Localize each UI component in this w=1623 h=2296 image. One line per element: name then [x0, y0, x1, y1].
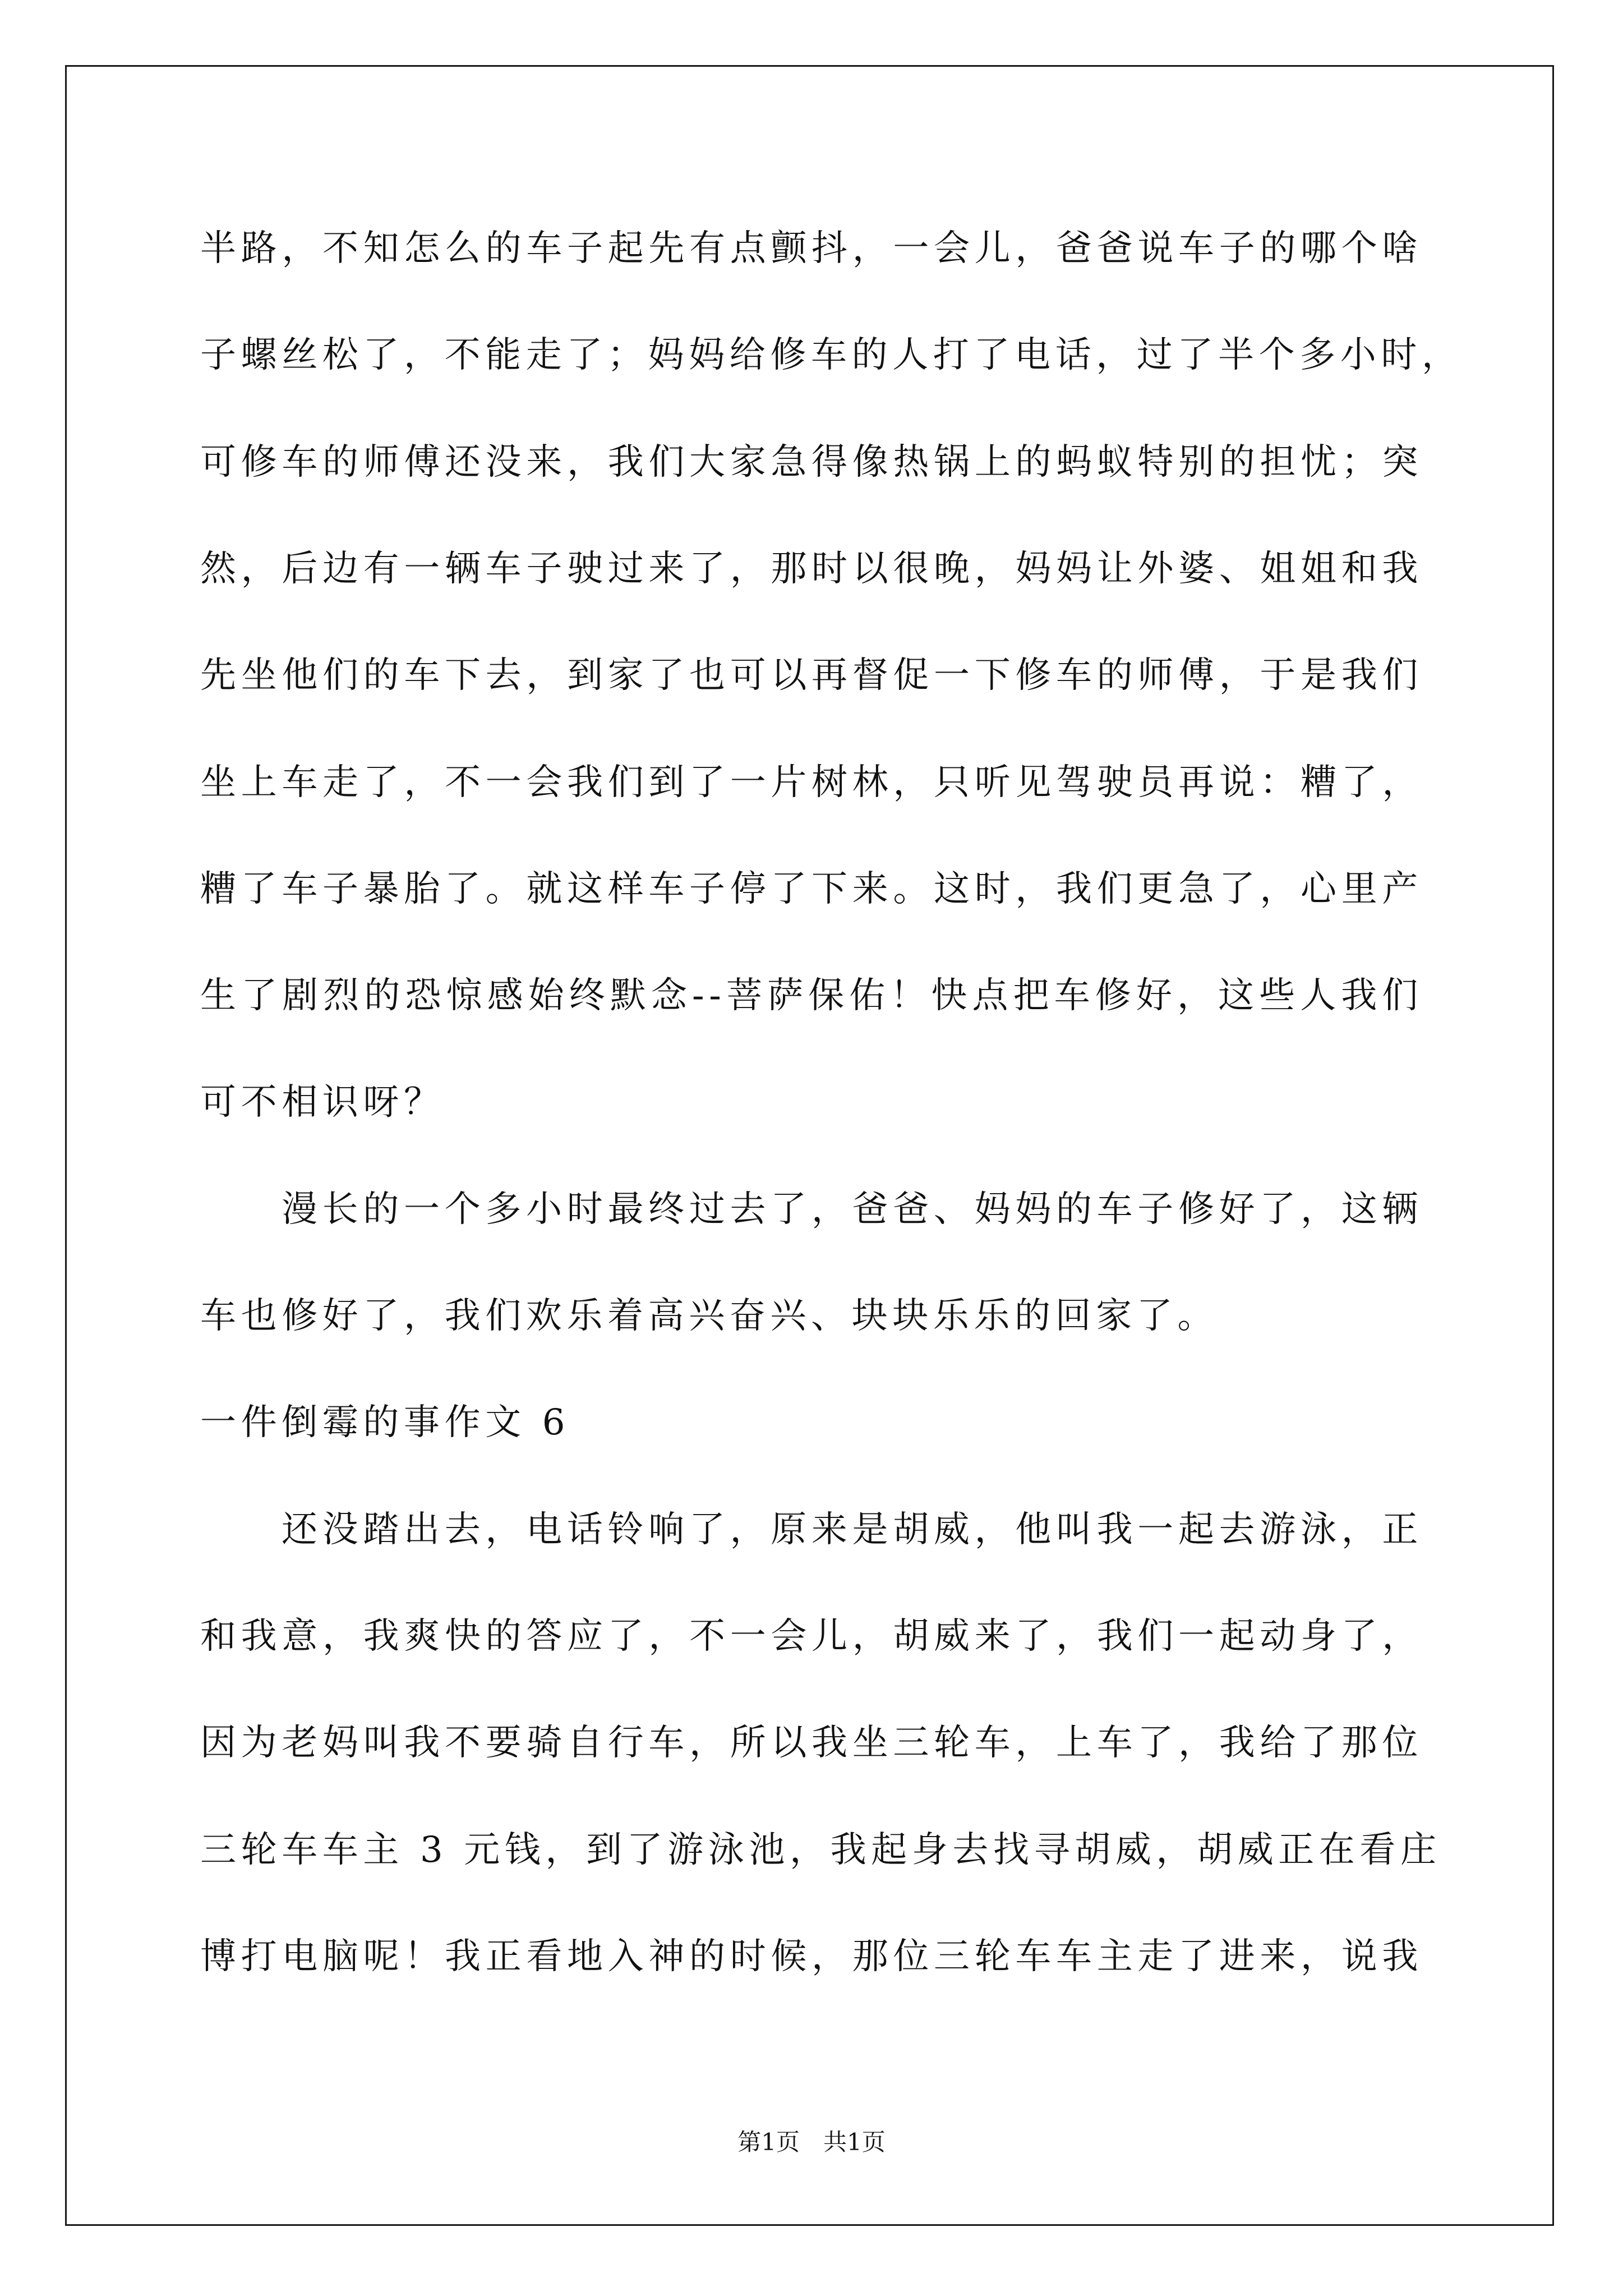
text-line: 车也修好了，我们欢乐着高兴奋兴、块块乐乐的回家了。: [200, 1295, 1218, 1337]
text-line: 和我意，我爽快的答应了，不一会儿，胡威来了，我们一起动身了，: [200, 1616, 1423, 1657]
text-line: 坐上车走了，不一会我们到了一片树林，只听见驾驶员再说：糟了，: [200, 762, 1423, 803]
section-title: 一件倒霉的事作文 6: [200, 1402, 570, 1443]
page-border: [65, 65, 1554, 2226]
text-line: 先坐他们的车下去，到家了也可以再督促一下修车的师傅，于是我们: [200, 655, 1423, 696]
text-line: 可不相识呀？: [200, 1082, 445, 1123]
text-line: 还没踏出去，电话铃响了，原来是胡威，他叫我一起去游泳，正: [282, 1509, 1423, 1550]
text-line: 生了剧烈的恐惊感始终默念--菩萨保佑！快点把车修好，这些人我们: [200, 975, 1423, 1016]
text-line: 因为老妈叫我不要骑自行车，所以我坐三轮车，上车了，我给了那位: [200, 1722, 1423, 1764]
text-line: 三轮车车主 3 元钱，到了游泳池，我起身去找寻胡威，胡威正在看庄: [200, 1829, 1441, 1871]
text-line: 漫长的一个多小时最终过去了，爸爸、妈妈的车子修好了，这辆: [282, 1189, 1423, 1230]
text-line: 博打电脑呢！我正看地入神的时候，那位三轮车车主走了进来，说我: [200, 1936, 1423, 1977]
text-line: 糟了车子暴胎了。就这样车子停了下来。这时，我们更急了，心里产: [200, 868, 1423, 910]
page-footer: 第1页 共1页: [737, 2128, 886, 2156]
text-line: 半路，不知怎么的车子起先有点颤抖，一会儿，爸爸说车子的哪个啥: [200, 228, 1423, 269]
text-line: 可修车的师傅还没来，我们大家急得像热锅上的蚂蚁特别的担忧；突: [200, 441, 1423, 483]
text-line: 子螺丝松了，不能走了；妈妈给修车的人打了电话，过了半个多小时，: [200, 334, 1463, 376]
text-line: 然，后边有一辆车子驶过来了，那时以很晚，妈妈让外婆、姐姐和我: [200, 548, 1423, 590]
